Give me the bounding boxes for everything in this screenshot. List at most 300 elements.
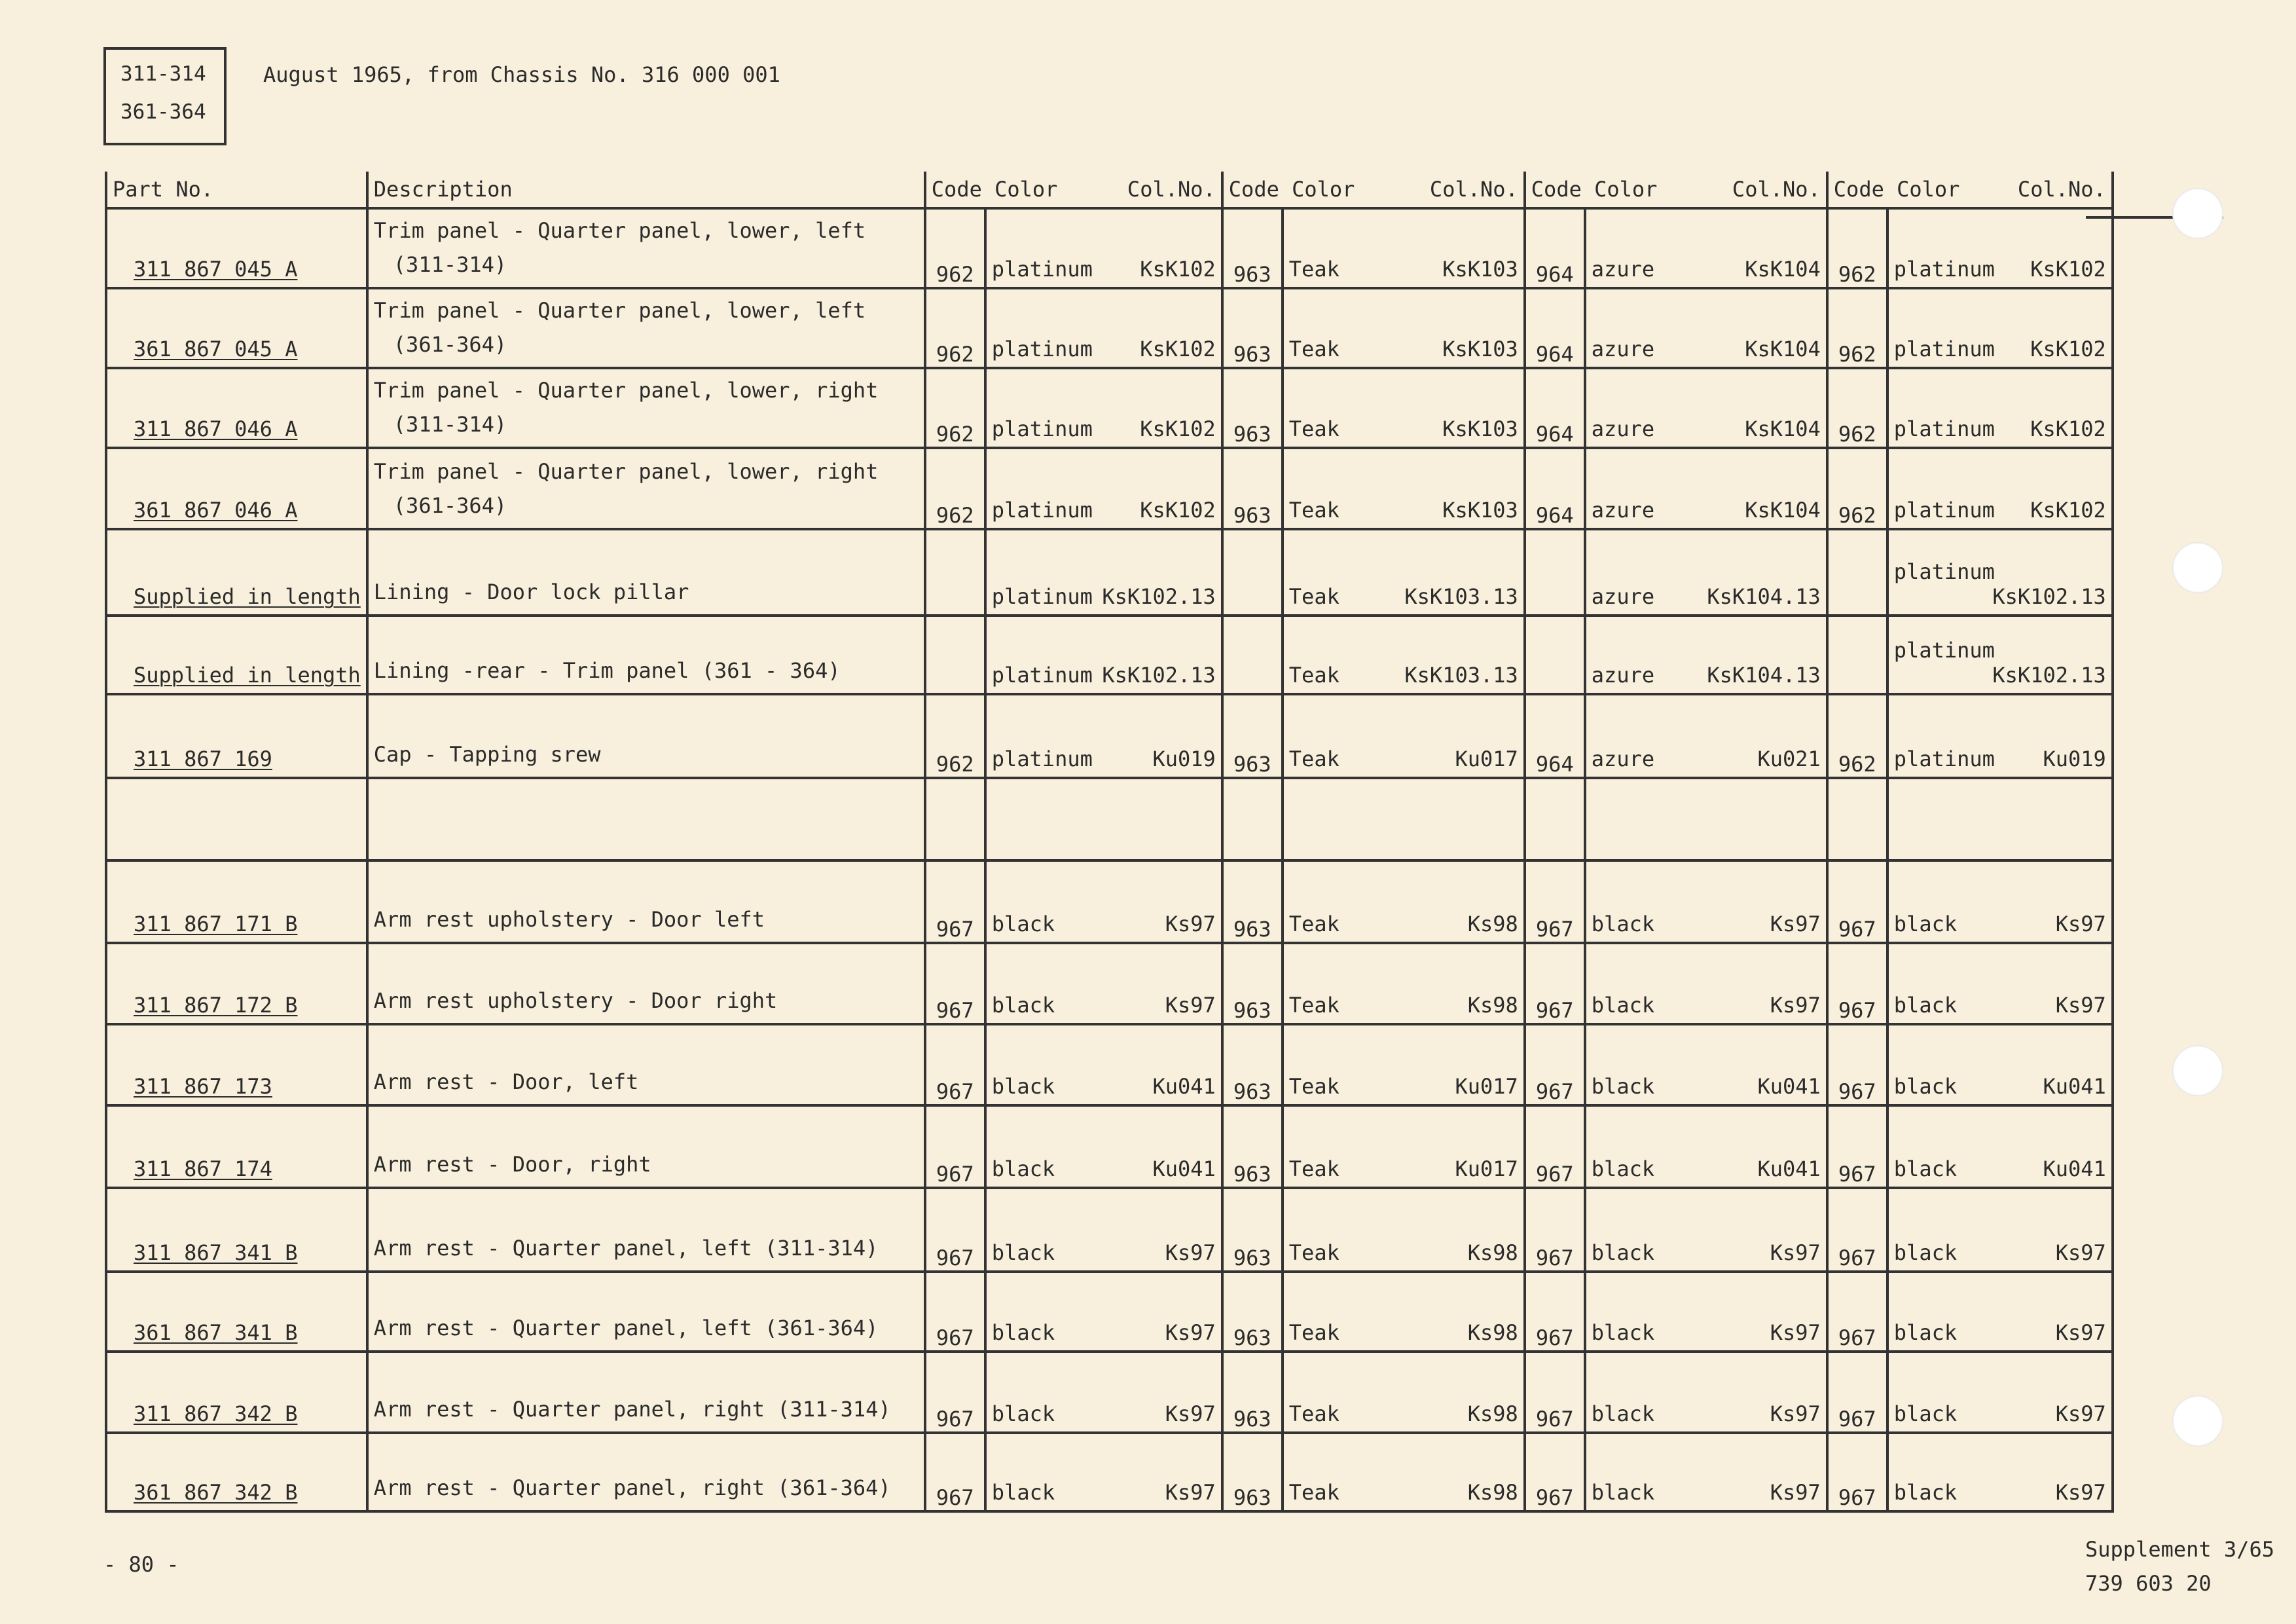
- table-row: [106, 288, 2113, 368]
- color-code: [1525, 616, 1585, 694]
- color-code: [1827, 529, 1887, 616]
- binder-hole: [2172, 1395, 2223, 1447]
- part-number: 361 867 046 A: [106, 448, 367, 529]
- description: [367, 1024, 925, 1105]
- color-name: black: [1591, 1480, 1655, 1505]
- color-code: 962: [925, 448, 985, 529]
- color-code: [1222, 529, 1283, 616]
- binder-hole: [2172, 542, 2223, 593]
- description-line1: Lining -rear - Trim panel (361 - 364): [373, 658, 841, 683]
- color-number: KsK102.13: [1102, 663, 1216, 688]
- color-code: 967: [925, 943, 985, 1024]
- color-name: black: [1893, 1401, 1958, 1426]
- color-code: 963: [1222, 1105, 1283, 1188]
- color-number: Ks97: [2055, 1320, 2106, 1345]
- color-number: KsK102: [1140, 337, 1216, 361]
- color-name: black: [1893, 993, 1958, 1018]
- color-name: platinum: [991, 498, 1093, 523]
- color-code: 967: [1525, 1024, 1585, 1105]
- color-name: Teak: [1288, 337, 1339, 361]
- description: [367, 529, 925, 616]
- color-number: Ku041: [1152, 1074, 1216, 1099]
- color-cell: [985, 778, 1222, 860]
- description: [367, 1188, 925, 1272]
- color-code: 967: [1525, 1433, 1585, 1511]
- color-name: Teak: [1288, 257, 1339, 282]
- color-number: KsK102: [1140, 498, 1216, 523]
- part-number: 361 867 342 B: [106, 1433, 367, 1511]
- color-name: black: [1893, 1156, 1958, 1181]
- color-cell: [1585, 208, 1827, 288]
- part-number: 311 867 174: [106, 1105, 367, 1188]
- color-number: Ku021: [1757, 747, 1821, 771]
- color-name: Teak: [1288, 498, 1339, 523]
- color-name: platinum: [1893, 559, 1995, 584]
- description-line1: Cap - Tapping srew: [373, 742, 601, 767]
- color-number: Ks97: [1770, 912, 1821, 936]
- color-number: Ku041: [2043, 1074, 2106, 1099]
- color-name: platinum: [991, 747, 1093, 771]
- color-code: 963: [1222, 448, 1283, 529]
- color-number: KsK104: [1745, 498, 1821, 523]
- color-number: Ks97: [1165, 1240, 1216, 1265]
- color-cell: [1887, 1272, 2113, 1352]
- color-cell: [985, 368, 1222, 448]
- table-row: [106, 778, 2113, 860]
- color-number: KsK102: [2030, 498, 2106, 523]
- color-name: platinum: [1893, 337, 1995, 361]
- color-number: KsK104: [1745, 416, 1821, 441]
- color-name: platinum: [991, 337, 1093, 361]
- color-cell: [1283, 616, 1525, 694]
- color-number: KsK103: [1442, 337, 1518, 361]
- part-number: Supplied in length: [106, 616, 367, 694]
- color-number: KsK103: [1442, 257, 1518, 282]
- binder-hole: [2172, 1045, 2223, 1096]
- color-number: Ks97: [2055, 1480, 2106, 1505]
- col-no-label: Col.No.: [1732, 177, 1821, 202]
- color-number: Ks97: [1770, 1480, 1821, 1505]
- color-code: 963: [1222, 860, 1283, 943]
- color-name: black: [991, 1320, 1055, 1345]
- color-name: black: [1893, 1480, 1958, 1505]
- color-number: KsK104.13: [1707, 663, 1821, 688]
- color-code: 967: [1827, 1024, 1887, 1105]
- part-number: 311 867 341 B: [106, 1188, 367, 1272]
- supplement-label: Supplement 3/65: [2085, 1537, 2274, 1562]
- color-name: azure: [1591, 747, 1655, 771]
- color-code: 967: [1525, 1105, 1585, 1188]
- table-row: [106, 529, 2113, 616]
- color-cell: [1585, 778, 1827, 860]
- color-code: [1525, 529, 1585, 616]
- color-name: black: [1591, 1156, 1655, 1181]
- color-cell: [1585, 1272, 1827, 1352]
- color-number: Ku041: [2043, 1156, 2106, 1181]
- color-number: Ks98: [1467, 912, 1518, 936]
- color-name: black: [991, 1240, 1055, 1265]
- code-color-label: Code Color: [1833, 177, 1960, 202]
- color-code: 967: [925, 1352, 985, 1433]
- color-cell: [1283, 288, 1525, 368]
- color-code: 963: [1222, 694, 1283, 778]
- color-code: [1525, 778, 1585, 860]
- color-cell: [985, 860, 1222, 943]
- color-name: black: [1591, 1401, 1655, 1426]
- color-code: 967: [1827, 1352, 1887, 1433]
- color-name: black: [1591, 993, 1655, 1018]
- color-code: 963: [1222, 288, 1283, 368]
- color-cell: [1283, 208, 1525, 288]
- color-name: azure: [1591, 416, 1655, 441]
- color-cell: [1585, 288, 1827, 368]
- color-code: 962: [1827, 694, 1887, 778]
- color-code: 964: [1525, 288, 1585, 368]
- col-header-color-group-2: [1222, 172, 1525, 208]
- color-name: Teak: [1288, 912, 1339, 936]
- color-number: Ks98: [1467, 1320, 1518, 1345]
- color-number: Ks97: [2055, 1240, 2106, 1265]
- color-code: 962: [1827, 368, 1887, 448]
- color-code: 964: [1525, 208, 1585, 288]
- supplement-info: [2085, 1532, 2274, 1600]
- color-number: Ks98: [1467, 1480, 1518, 1505]
- description-line1: Arm rest - Door, right: [373, 1152, 651, 1177]
- color-number: KsK104: [1745, 257, 1821, 282]
- description: [367, 448, 925, 529]
- description: [367, 208, 925, 288]
- color-number: Ks97: [2055, 1401, 2106, 1426]
- color-name: black: [1591, 1074, 1655, 1099]
- color-code: 967: [1525, 1352, 1585, 1433]
- color-number: KsK102: [1140, 416, 1216, 441]
- table-row: [106, 448, 2113, 529]
- color-number: Ks97: [1770, 993, 1821, 1018]
- description-line1: Trim panel - Quarter panel, lower, left: [373, 298, 866, 323]
- model-range-box: [103, 47, 227, 145]
- color-number: Ks97: [1770, 1401, 1821, 1426]
- table-row: [106, 208, 2113, 288]
- color-cell: [1585, 529, 1827, 616]
- color-name: platinum: [1893, 747, 1995, 771]
- color-cell: [1283, 368, 1525, 448]
- color-name: platinum: [1893, 498, 1995, 523]
- color-cell: [1887, 1188, 2113, 1272]
- description-line1: Trim panel - Quarter panel, lower, right: [373, 378, 879, 403]
- color-cell: [1283, 778, 1525, 860]
- color-code: 967: [925, 1272, 985, 1352]
- color-code: 964: [1525, 694, 1585, 778]
- table-row: [106, 694, 2113, 778]
- description-line1: Trim panel - Quarter panel, lower, left: [373, 218, 866, 243]
- color-cell: [1585, 1024, 1827, 1105]
- color-code: 967: [925, 1024, 985, 1105]
- color-name: black: [1893, 1240, 1958, 1265]
- color-name: black: [991, 1074, 1055, 1099]
- color-cell: [985, 448, 1222, 529]
- color-name: Teak: [1288, 1480, 1339, 1505]
- color-name: Teak: [1288, 747, 1339, 771]
- color-cell: [1585, 616, 1827, 694]
- part-number: 361 867 045 A: [106, 288, 367, 368]
- color-code: [1222, 616, 1283, 694]
- code-color-label: Code Color: [1228, 177, 1355, 202]
- color-name: black: [991, 1401, 1055, 1426]
- color-number: Ks97: [1770, 1320, 1821, 1345]
- color-number: Ku019: [1152, 747, 1216, 771]
- color-code: 962: [1827, 288, 1887, 368]
- color-number: Ks98: [1467, 1401, 1518, 1426]
- color-number: Ks97: [1770, 1240, 1821, 1265]
- color-cell: [1887, 1433, 2113, 1511]
- color-name: Teak: [1288, 1156, 1339, 1181]
- color-name: platinum: [991, 416, 1093, 441]
- color-name: azure: [1591, 337, 1655, 361]
- description: [367, 1272, 925, 1352]
- color-number: Ks97: [1165, 1480, 1216, 1505]
- color-name: azure: [1591, 257, 1655, 282]
- color-name: azure: [1591, 584, 1655, 609]
- color-code: [925, 529, 985, 616]
- color-name: platinum: [991, 663, 1093, 688]
- color-name: black: [1591, 1320, 1655, 1345]
- color-number: Ku017: [1455, 1074, 1518, 1099]
- part-number: 311 867 172 B: [106, 943, 367, 1024]
- color-code: 967: [1827, 860, 1887, 943]
- color-name: Teak: [1288, 584, 1339, 609]
- color-number: KsK103.13: [1404, 584, 1518, 609]
- color-code: 963: [1222, 1188, 1283, 1272]
- description-line1: Arm rest - Quarter panel, right (361-364): [373, 1475, 891, 1500]
- color-code: 967: [1827, 1105, 1887, 1188]
- color-number: Ks97: [1165, 1320, 1216, 1345]
- color-cell: [985, 1272, 1222, 1352]
- description-line1: Lining - Door lock pillar: [373, 580, 689, 604]
- color-cell: [1887, 943, 2113, 1024]
- color-number: KsK102: [1140, 257, 1216, 282]
- color-number: Ks97: [2055, 993, 2106, 1018]
- color-name: black: [991, 1480, 1055, 1505]
- color-cell: [985, 529, 1222, 616]
- part-number: 311 867 171 B: [106, 860, 367, 943]
- color-cell: [1283, 1352, 1525, 1433]
- color-code: 962: [1827, 448, 1887, 529]
- color-number: Ks98: [1467, 993, 1518, 1018]
- color-name: black: [991, 993, 1055, 1018]
- description-line2: (311-314): [393, 252, 507, 277]
- color-cell: [1283, 1433, 1525, 1511]
- color-cell: [1887, 1105, 2113, 1188]
- color-name: platinum: [1893, 257, 1995, 282]
- part-number: 311 867 046 A: [106, 368, 367, 448]
- color-code: 967: [1525, 860, 1585, 943]
- color-cell: [985, 694, 1222, 778]
- description-line2: (361-364): [393, 332, 507, 357]
- description: [367, 1433, 925, 1511]
- color-name: Teak: [1288, 993, 1339, 1018]
- part-number: 311 867 173: [106, 1024, 367, 1105]
- color-code: [925, 778, 985, 860]
- color-cell: [1887, 860, 2113, 943]
- document-number: 739 603 20: [2085, 1571, 2212, 1596]
- color-code: 963: [1222, 1272, 1283, 1352]
- color-number: KsK103.13: [1404, 663, 1518, 688]
- description: [367, 943, 925, 1024]
- color-code: 967: [1827, 1433, 1887, 1511]
- color-name: Teak: [1288, 1320, 1339, 1345]
- color-cell: [1585, 1352, 1827, 1433]
- color-number: Ku041: [1152, 1156, 1216, 1181]
- description-line1: Arm rest - Quarter panel, right (311-314): [373, 1397, 891, 1422]
- color-cell: [1887, 368, 2113, 448]
- color-number: KsK102: [2030, 257, 2106, 282]
- color-cell: [1887, 1024, 2113, 1105]
- table-header-row: [106, 172, 2113, 208]
- color-code: 963: [1222, 1024, 1283, 1105]
- color-name: black: [991, 1156, 1055, 1181]
- description: [367, 778, 925, 860]
- color-name: azure: [1591, 663, 1655, 688]
- col-no-label: Col.No.: [1127, 177, 1216, 202]
- description-line1: Arm rest upholstery - Door right: [373, 988, 778, 1013]
- color-name: Teak: [1288, 663, 1339, 688]
- code-color-label: Code Color: [931, 177, 1058, 202]
- color-cell: [1887, 208, 2113, 288]
- table-row: [106, 616, 2113, 694]
- color-cell: [1283, 1272, 1525, 1352]
- color-number: KsK102.13: [1992, 663, 2106, 688]
- color-cell: [1283, 694, 1525, 778]
- color-cell: [1887, 694, 2113, 778]
- color-cell: [1585, 860, 1827, 943]
- color-code: 967: [1827, 1188, 1887, 1272]
- color-number: KsK104: [1745, 337, 1821, 361]
- part-number: [106, 778, 367, 860]
- color-cell: [1283, 1105, 1525, 1188]
- color-number: Ku017: [1455, 747, 1518, 771]
- table-row: [106, 1433, 2113, 1511]
- part-number: 361 867 341 B: [106, 1272, 367, 1352]
- color-number: KsK103: [1442, 416, 1518, 441]
- color-name: black: [1591, 912, 1655, 936]
- color-cell: [985, 616, 1222, 694]
- description: [367, 694, 925, 778]
- color-code: 962: [1827, 208, 1887, 288]
- color-cell: [985, 1352, 1222, 1433]
- col-header-color-group-3: [1525, 172, 1827, 208]
- model-range-line1: 311-314: [120, 62, 206, 86]
- color-cell: [1887, 448, 2113, 529]
- table-row: [106, 943, 2113, 1024]
- color-cell: [1887, 529, 2113, 616]
- col-header-part-no: Part No.: [106, 172, 367, 208]
- binder-hole: [2172, 188, 2223, 239]
- color-code: 967: [1827, 943, 1887, 1024]
- table-row: [106, 1272, 2113, 1352]
- color-cell: [985, 1433, 1222, 1511]
- color-number: Ku019: [2043, 747, 2106, 771]
- color-code: 967: [925, 1105, 985, 1188]
- description: [367, 288, 925, 368]
- color-cell: [985, 208, 1222, 288]
- description: [367, 616, 925, 694]
- color-name: black: [1893, 1320, 1958, 1345]
- color-cell: [1585, 943, 1827, 1024]
- col-no-label: Col.No.: [1429, 177, 1518, 202]
- color-code: 967: [1827, 1272, 1887, 1352]
- color-number: KsK102: [2030, 416, 2106, 441]
- color-number: Ks97: [1165, 993, 1216, 1018]
- table-row: [106, 1188, 2113, 1272]
- description: [367, 368, 925, 448]
- color-number: KsK104.13: [1707, 584, 1821, 609]
- color-code: [1222, 778, 1283, 860]
- color-code: 967: [925, 1188, 985, 1272]
- color-code: 967: [1525, 1272, 1585, 1352]
- description-line1: Arm rest - Door, left: [373, 1069, 639, 1094]
- parts-table: [105, 172, 2114, 1513]
- color-cell: [1887, 616, 2113, 694]
- table-row: [106, 1024, 2113, 1105]
- color-name: black: [991, 912, 1055, 936]
- description-line1: Arm rest - Quarter panel, left (311-314): [373, 1236, 879, 1261]
- color-cell: [1283, 529, 1525, 616]
- color-cell: [1585, 694, 1827, 778]
- description: [367, 1352, 925, 1433]
- color-name: platinum: [1893, 416, 1995, 441]
- color-code: 963: [1222, 943, 1283, 1024]
- table-row: [106, 368, 2113, 448]
- color-code: 964: [1525, 368, 1585, 448]
- color-cell: [985, 943, 1222, 1024]
- color-cell: [985, 1024, 1222, 1105]
- color-name: platinum: [991, 584, 1093, 609]
- page-number: - 80 -: [103, 1552, 179, 1577]
- color-name: black: [1591, 1240, 1655, 1265]
- table-row: [106, 860, 2113, 943]
- color-code: 963: [1222, 368, 1283, 448]
- col-header-color-group-4: [1827, 172, 2113, 208]
- col-header-color-group-1: [925, 172, 1222, 208]
- color-cell: [1585, 448, 1827, 529]
- color-cell: [985, 288, 1222, 368]
- color-cell: [1585, 1105, 1827, 1188]
- color-number: KsK102.13: [1102, 584, 1216, 609]
- color-name: Teak: [1288, 1401, 1339, 1426]
- color-code: [1827, 616, 1887, 694]
- color-cell: [1283, 943, 1525, 1024]
- color-code: 964: [1525, 448, 1585, 529]
- color-number: KsK102: [2030, 337, 2106, 361]
- color-code: 963: [1222, 208, 1283, 288]
- col-header-description: Description: [367, 172, 925, 208]
- color-code: 962: [925, 694, 985, 778]
- color-cell: [1283, 860, 1525, 943]
- color-number: Ku017: [1455, 1156, 1518, 1181]
- color-name: black: [1893, 912, 1958, 936]
- color-cell: [1585, 368, 1827, 448]
- code-color-label: Code Color: [1531, 177, 1658, 202]
- table-row: [106, 1352, 2113, 1433]
- color-number: Ku041: [1757, 1156, 1821, 1181]
- color-number: Ku041: [1757, 1074, 1821, 1099]
- color-number: KsK103: [1442, 498, 1518, 523]
- color-code: 963: [1222, 1433, 1283, 1511]
- color-number: KsK102.13: [1992, 584, 2106, 609]
- part-number: 311 867 342 B: [106, 1352, 367, 1433]
- color-code: 967: [1525, 943, 1585, 1024]
- color-cell: [1283, 448, 1525, 529]
